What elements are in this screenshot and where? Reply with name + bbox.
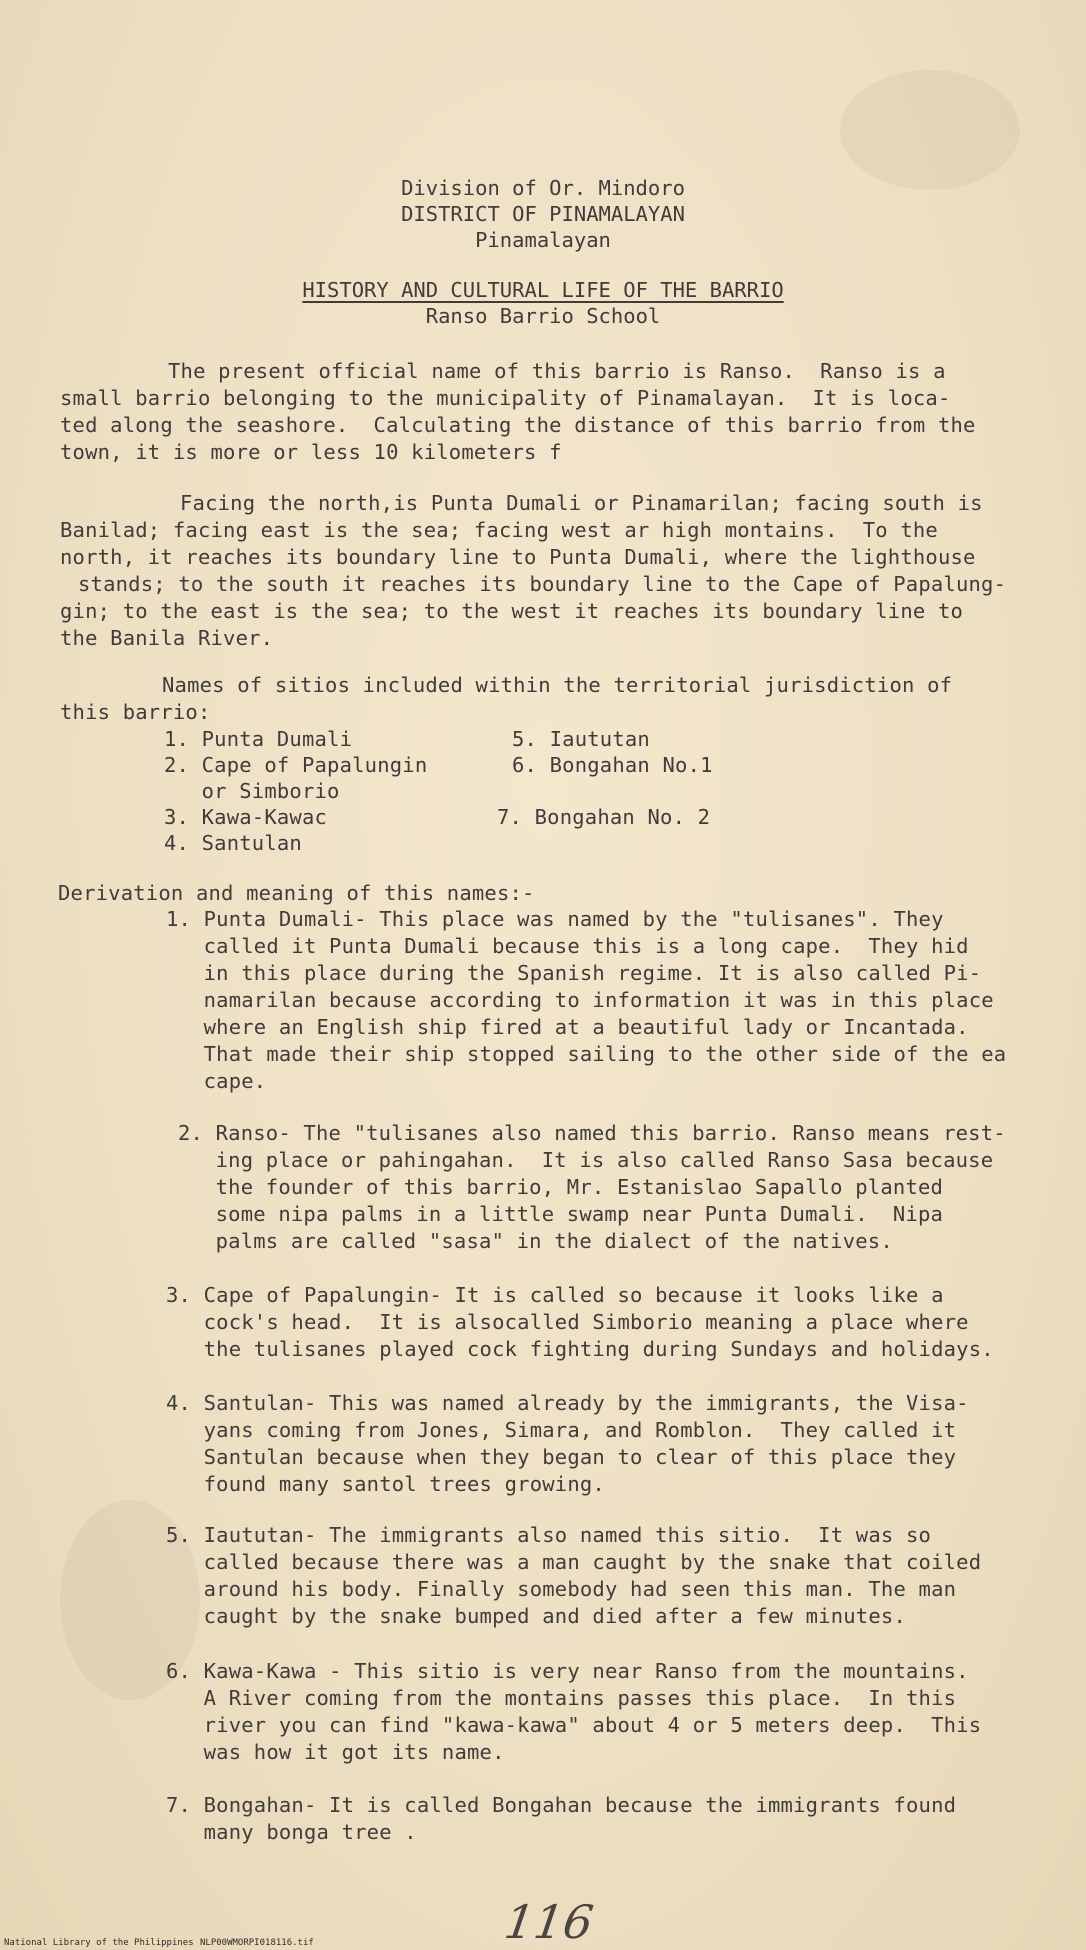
intro-line: town, it is more or less 10 kilometers f: [60, 440, 562, 464]
sitio-list-item: 4. Santulan: [164, 831, 302, 855]
footer-filename: NLP00WMORPI018116.tif: [200, 1938, 314, 1948]
entry-line: 7. Bongahan- It is called Bongahan because the immigrants found: [166, 1793, 957, 1817]
boundary-line: the Banila River.: [60, 626, 274, 650]
entry-line: where an English ship fired at a beautiful lady or Incantada.: [166, 1015, 969, 1039]
entry-line: caught by the snake bumped and died after a few minutes.: [166, 1604, 906, 1628]
entry-line: 5. Iaututan- The immigrants also named this sitio. It was so: [166, 1523, 932, 1547]
entry-line: the tulisanes played cock fighting during Sundays and holidays.: [166, 1337, 994, 1361]
entry-line: many bonga tree .: [166, 1820, 417, 1844]
entry-line: in this place during the Spanish regime. It is also called Pi-: [166, 961, 982, 985]
entry-line: some nipa palms in a little swamp near Punta Dumali. Nipa: [178, 1202, 944, 1226]
division-heading: Division of Or. Mindoro: [401, 176, 685, 200]
school-name: Ranso Barrio School: [425, 304, 661, 328]
district-heading: DISTRICT OF PINAMALAYAN: [401, 202, 685, 226]
intro-line: The present official name of this barrio is Ranso. Ranso is a: [168, 359, 946, 383]
entry-line: 1. Punta Dumali- This place was named by the "tulisanes". They: [166, 907, 944, 931]
sitio-list-item: 7. Bongahan No. 2: [497, 805, 711, 829]
document-title: HISTORY AND CULTURAL LIFE OF THE BARRIO: [302, 278, 784, 302]
entry-line: yans coming from Jones, Simara, and Romblon. They called it: [166, 1418, 957, 1442]
entry-line: ing place or pahingahan. It is also called Ranso Sasa because: [178, 1148, 994, 1172]
sitio-list-item: 2. Cape of Papalungin: [164, 753, 428, 777]
entry-line: Santulan because when they began to clear of this place they: [166, 1445, 957, 1469]
entry-line: called because there was a man caught by the snake that coiled: [166, 1550, 982, 1574]
entry-line: namarilan because according to information it was in this place: [166, 988, 994, 1012]
intro-line: small barrio belonging to the municipality of Pinamalayan. It is loca-: [60, 386, 951, 410]
entry-line: 6. Kawa-Kawa - This sitio is very near Ranso from the mountains.: [166, 1659, 969, 1683]
sitio-list-item: 1. Punta Dumali: [164, 727, 353, 751]
sitio-list-item: 5. Iaututan: [512, 727, 650, 751]
derivation-heading: Derivation and meaning of this names:-: [58, 881, 535, 905]
boundary-line: Banilad; facing east is the sea; facing west ar high montains. To the: [60, 518, 938, 542]
entry-line: river you can find "kawa-kawa" about 4 or 5 meters deep. This: [166, 1713, 982, 1737]
paper-stain: [840, 70, 1020, 190]
page-number: 116: [501, 1895, 597, 1949]
sitio-list-item: or Simborio: [164, 779, 340, 803]
sitios-intro-line: this barrio:: [60, 700, 211, 724]
entry-line: cock's head. It is alsocalled Simborio meaning a place where: [166, 1310, 969, 1334]
entry-line: 3. Cape of Papalungin- It is called so because it looks like a: [166, 1283, 944, 1307]
sitio-list-item: 6. Bongahan No.1: [512, 753, 713, 777]
intro-line: ted along the seashore. Calculating the distance of this barrio from the: [60, 413, 976, 437]
entry-line: the founder of this barrio, Mr. Estanislao Sapallo planted: [178, 1175, 944, 1199]
footer-library: National Library of the Philippines: [4, 1938, 194, 1948]
entry-line: 2. Ranso- The "tulisanes also named this barrio. Ranso means rest-: [178, 1121, 1006, 1145]
entry-line: around his body. Finally somebody had seen this man. The man: [166, 1577, 957, 1601]
entry-line: A River coming from the montains passes this place. In this: [166, 1686, 957, 1710]
entry-line: 4. Santulan- This was named already by the immigrants, the Visa-: [166, 1391, 969, 1415]
boundary-line: stands; to the south it reaches its boundary line to the Cape of Papalung-: [78, 572, 1007, 596]
entry-line: called it Punta Dumali because this is a long cape. They hid: [166, 934, 969, 958]
entry-line: found many santol trees growing.: [166, 1472, 605, 1496]
boundary-line: gin; to the east is the sea; to the west it reaches its boundary line to: [60, 599, 964, 623]
entry-line: That made their ship stopped sailing to the other side of the ea: [166, 1042, 1007, 1066]
sitios-intro-line: Names of sitios included within the territorial jurisdiction of: [162, 673, 953, 697]
town-heading: Pinamalayan: [475, 228, 611, 252]
sitio-list-item: 3. Kawa-Kawac: [164, 805, 328, 829]
entry-line: palms are called "sasa" in the dialect of the natives.: [178, 1229, 893, 1253]
entry-line: cape.: [166, 1069, 267, 1093]
boundary-line: north, it reaches its boundary line to Punta Dumali, where the lighthouse: [60, 545, 976, 569]
entry-line: was how it got its name.: [166, 1740, 505, 1764]
boundary-line: Facing the north,is Punta Dumali or Pinamarilan; facing south is: [180, 491, 983, 515]
